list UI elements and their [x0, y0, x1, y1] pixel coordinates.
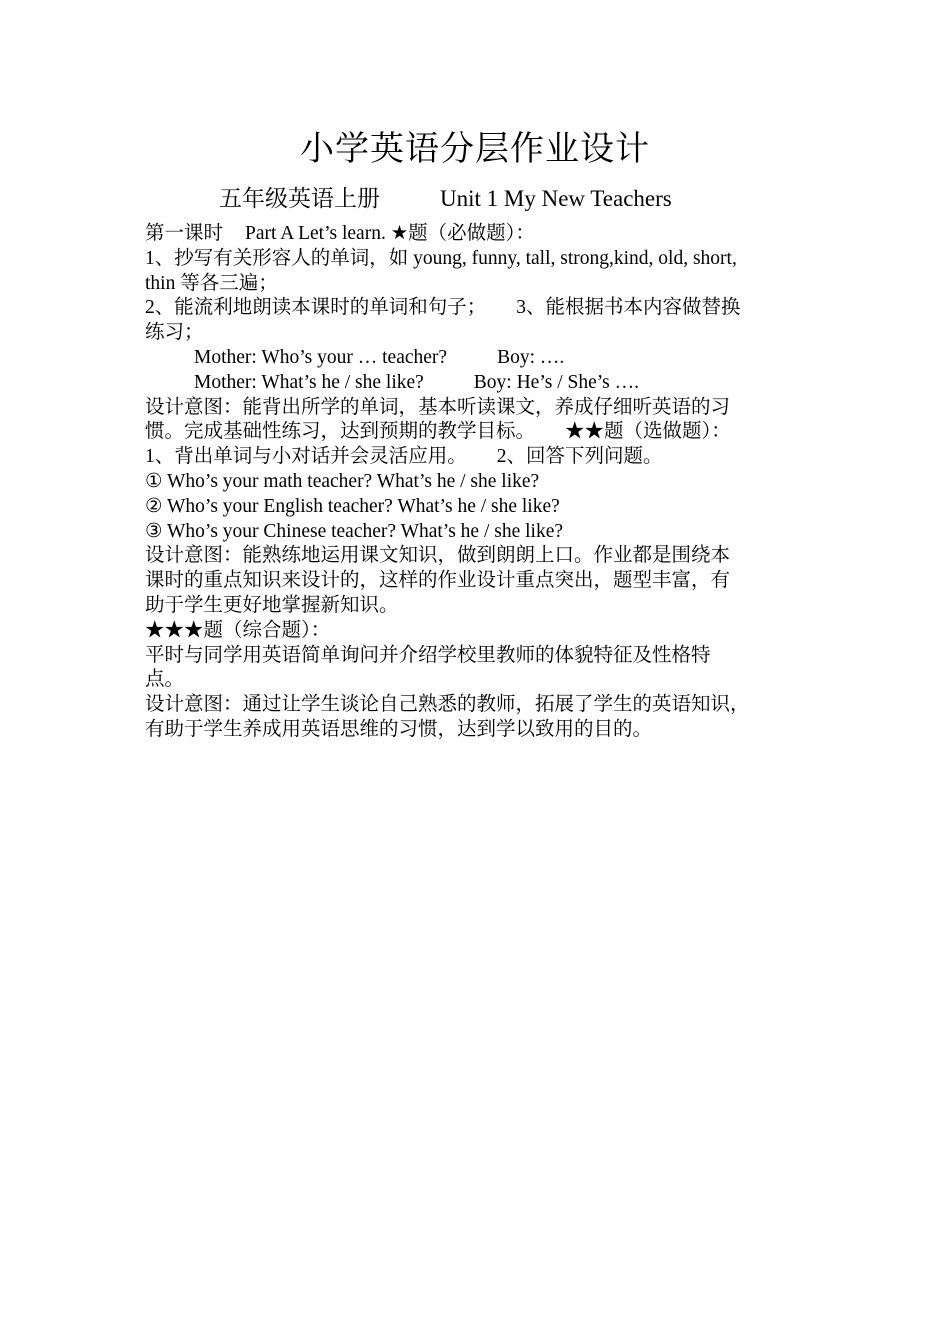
- dialogue-line: [145, 371, 817, 396]
- text-line: 练习；: [145, 322, 204, 344]
- question-line: ② Who’s your English teacher? What’s he / she like?: [145, 495, 560, 517]
- document-body: [145, 222, 817, 743]
- text-line: [145, 420, 817, 445]
- lesson-part: Part A Let’s learn. ★题（必做题）：: [245, 223, 535, 244]
- text-line: [145, 445, 817, 470]
- task-item: 1、背出单词与小对话并会灵活应用。: [145, 446, 467, 468]
- lesson-number: 第一课时: [145, 223, 224, 244]
- dialogue-question: Mother: What’s he / she like?: [194, 371, 424, 393]
- text-line: thin 等各三遍；: [145, 272, 278, 294]
- text-line: [145, 296, 817, 321]
- lesson-heading-line: [145, 222, 817, 247]
- task-item: 2、回答下列问题。: [496, 446, 663, 468]
- document-subtitle: [219, 183, 672, 215]
- text-line: 设计意图：通过让学生谈论自己熟悉的教师，拓展了学生的英语知识，: [145, 694, 750, 716]
- dialogue-question: Mother: Who’s your … teacher?: [194, 346, 448, 368]
- text-line: 平时与同学用英语简单询问并介绍学校里教师的体貌特征及性格特: [145, 644, 711, 666]
- dialogue-answer: Boy: ….: [497, 346, 565, 368]
- text-line: 设计意图：能背出所学的单词，基本听读课文，养成仔细听英语的习: [145, 396, 731, 418]
- question-line: ③ Who’s your Chinese teacher? What’s he / she like?: [145, 520, 564, 542]
- text-line: 点。: [145, 669, 185, 691]
- task-item: 2、能流利地朗读本课时的单词和句子；: [145, 297, 487, 319]
- text-line: 课时的重点知识来设计的，这样的作业设计重点突出，题型丰富，有: [145, 570, 731, 592]
- text-line: 助于学生更好地掌握新知识。: [145, 594, 399, 616]
- unit-label: Unit 1 My New Teachers: [440, 186, 672, 211]
- grade-label: 五年级英语上册: [219, 186, 380, 211]
- dialogue-line: [145, 346, 817, 371]
- dialogue-answer: Boy: He’s / She’s ….: [473, 371, 640, 393]
- question-line: ① Who’s your math teacher? What’s he / she like?: [145, 470, 540, 492]
- level-two-heading: ★★题（选做题）：: [565, 421, 731, 443]
- text-line: 有助于学生养成用英语思维的习惯，达到学以致用的目的。: [145, 718, 653, 740]
- text-line: 设计意图：能熟练地运用课文知识，做到朗朗上口。作业都是围绕本: [145, 545, 731, 567]
- design-intent-text: 惯。完成基础性练习，达到预期的教学目标。: [145, 421, 536, 443]
- level-three-heading: ★★★题（综合题）：: [145, 619, 331, 641]
- document-title: 小学英语分层作业设计: [300, 131, 650, 168]
- text-line: 1、抄写有关形容人的单词，如 young, funny, tall, strong,kind, old, short,: [145, 247, 737, 269]
- task-item: 3、能根据书本内容做替换: [516, 297, 741, 319]
